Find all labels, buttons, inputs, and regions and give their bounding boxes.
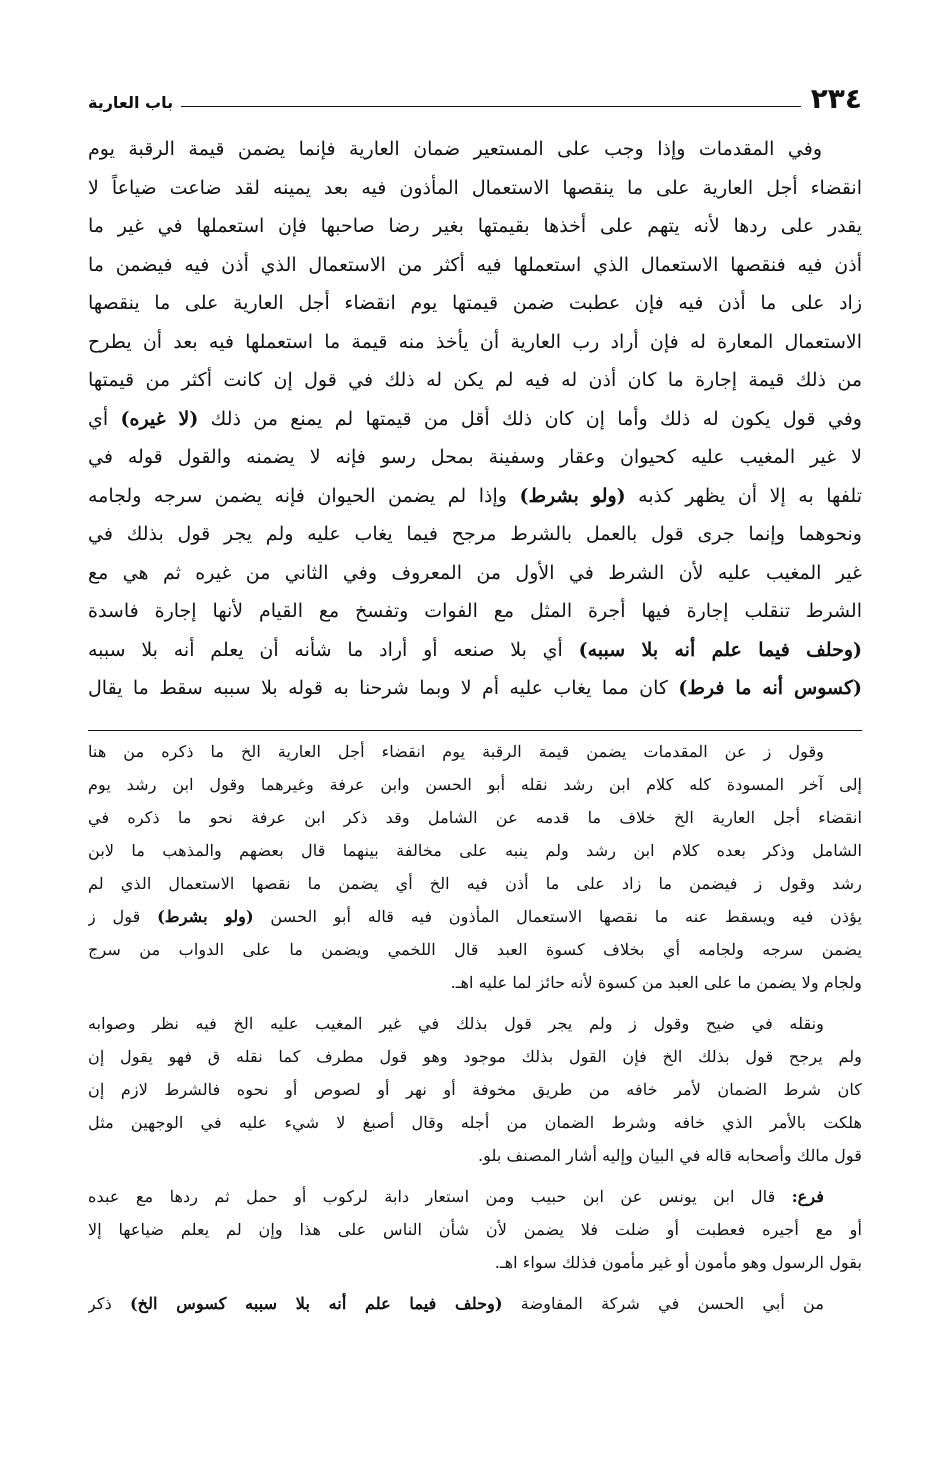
- footnote-line: الشامل وذكر بعده كلام ابن رشد ولم ينبه على مخالفة بينهما قال بعضهم والمذهب ما لابن: [88, 840, 862, 860]
- footnote-line: هلكت بالأمر الذي خافه وشرط الضمان من أجله وقال أصبغ لا شيء عليه في الوجهين مثل: [88, 1112, 862, 1132]
- page-header: [88, 78, 862, 114]
- footnote-line: بقول الرسول وهو مأمون أو غير مأمون فذلك سواء اهـ.: [494, 1252, 862, 1272]
- main-text-line: تلفها به إلا أن يظهر كذبه (ولو بشرط) وإذا لم يضمن الحيوان فإنه يضمن سرجه ولجامه: [88, 484, 862, 507]
- main-text-line: الاستعمال المعارة له فإن أراد رب العارية أن يأخذ منه قيمة ما استعملها فيه بعد أن يطرح: [88, 330, 862, 353]
- main-text-line: وفي المقدمات وإذا وجب على المستعير ضمان العارية فإنما يضمن قيمة الرقبة يوم: [88, 138, 822, 160]
- main-text-line: (كسوس أنه ما فرط) كان مما يغاب عليه أم لا وبما شرحنا به قوله بلا سببه سقط ما يقال: [88, 677, 862, 699]
- footnote-line: ونقله في ضيح وقول ز ولم يجر قول بذلك في غير المغيب عليه الخ فيه نظر وصوابه: [88, 1013, 824, 1033]
- main-text-line: وفي قول يكون له ذلك وأما إن كان ذلك أقل من قيمتها لم يمنع من ذلك (لا غيره) أي: [88, 407, 862, 430]
- footnote-line: يضمن سرجه ولجامه أي بخلاف كسوة العبد قال اللخمي ويضمن ما على الدواب من سرج: [88, 939, 862, 959]
- footnote-line: وقول ز عن المقدمات يضمن قيمة الرقبة يوم انقضاء أجل العارية الخ ما ذكره من هنا: [88, 741, 824, 761]
- main-text-line: غير المغيب عليه لأن الشرط في الأول من المعروف وفي الثاني من غيره ثم هي مع: [88, 561, 862, 584]
- footnote-paragraph: [88, 1180, 862, 1279]
- footnote-line: فرع: قال ابن يونس عن ابن حبيب ومن استعار دابة لركوب أو حمل ثم ردها مع عبده: [88, 1186, 824, 1206]
- chapter-title: باب العارية: [88, 93, 174, 112]
- footnote-line: انقضاء أجل العارية الخ خلاف ما قدمه عن الشامل وقد ذكر ابن عرفة نحو ما ذكره في: [88, 807, 862, 827]
- main-text-line: من ذلك قيمة إجارة ما كان أذن له فيه لم يكن له ذلك في قول إن كانت أكثر من قيمتها: [88, 369, 862, 391]
- footnote-paragraph: [88, 1007, 862, 1172]
- footnote-line: من أبي الحسن في شركة المفاوضة (وحلف فيما علم أنه بلا سببه كسوس الخ) ذكر: [88, 1293, 824, 1313]
- main-text-line: أذن فيه فنقصها الاستعمال الذي استعملها فيه أكثر من الاستعمال الذي أذن فيه فيضمن ما: [88, 253, 862, 276]
- main-text-line: زاد على ما أذن فيه فإن عطبت ضمن قيمتها يوم انقضاء أجل العارية على ما ينقصها: [88, 292, 862, 314]
- book-page: [88, 78, 862, 1320]
- main-text-line: لا غير المغيب عليه كحيوان وعقار وسفينة بمحل رسو فإنه لا يضمنه والقول قوله في: [88, 446, 862, 468]
- main-text: [88, 130, 862, 708]
- footnote-paragraph: [88, 735, 862, 999]
- main-text-line: يقدر على ردها لأنه يتهم على أخذها بقيمتها بغير رضا صاحبها فإن استعملها في غير ما: [88, 215, 862, 237]
- main-text-line: الشرط تنقلب إجارة فيها أجرة المثل مع الفوات وتفسخ مع القيام لأنها إجارة فاسدة: [88, 600, 862, 622]
- footnote-paragraph: [88, 1287, 862, 1320]
- footnote-line: يؤذن فيه ويسقط عنه ما نقصها الاستعمال المأذون فيه قاله أبو الحسن (ولو بشرط) قول ز: [88, 906, 862, 926]
- footnote-separator: [88, 730, 862, 731]
- footnote-line: قول مالك وأصحابه قاله في البيان وإليه أشار المصنف بلو.: [478, 1145, 862, 1165]
- footnote-line: ولم يرجح قول بذلك الخ فإن القول بذلك موجود وهو قول مطرف كما نقله ق فهو يقول إن: [88, 1046, 862, 1066]
- footnote-line: ولجام ولا يضمن ما على العبد من كسوة لأنه حائز لما عليه اهـ.: [450, 972, 862, 992]
- page-number: ٢٣٤: [810, 82, 862, 115]
- footnotes: [88, 735, 862, 1320]
- main-text-line: (وحلف فيما علم أنه بلا سببه) أي بلا صنعه أو أراد ما شأنه أن يعلم أنه بلا سببه: [88, 638, 862, 661]
- header-rule: [181, 106, 801, 107]
- footnote-line: أو مع أجيره فعطبت أو ضلت فلا يضمن لأن شأن الناس على هذا وإن لم يعلم ضياعها إلا: [88, 1219, 862, 1239]
- footnote-line: كان شرط الضمان لأمر خافه من طريق مخوفة أو نهر أو لصوص أو نحوه فالشرط لازم إن: [88, 1079, 862, 1099]
- footnote-line: إلى آخر المسودة كله كلام ابن رشد نقله أبو الحسن وابن عرفة وغيرهما وقول ابن رشد يوم: [88, 774, 862, 794]
- main-text-line: ونحوهما وإنما جرى قول بالعمل بالشرط مرجح فيما يغاب عليه ولم يجر قول بذلك في: [88, 523, 862, 545]
- footnote-line: رشد وقول ز فيضمن ما زاد على ما أذن فيه الخ أي يضمن ما نقصها الاستعمال الذي لم: [88, 873, 862, 893]
- main-text-line: انقضاء أجل العارية على ما ينقصها الاستعمال المأذون فيه بعد يمينه لقد ضاعت ضياعاً لا: [88, 176, 862, 199]
